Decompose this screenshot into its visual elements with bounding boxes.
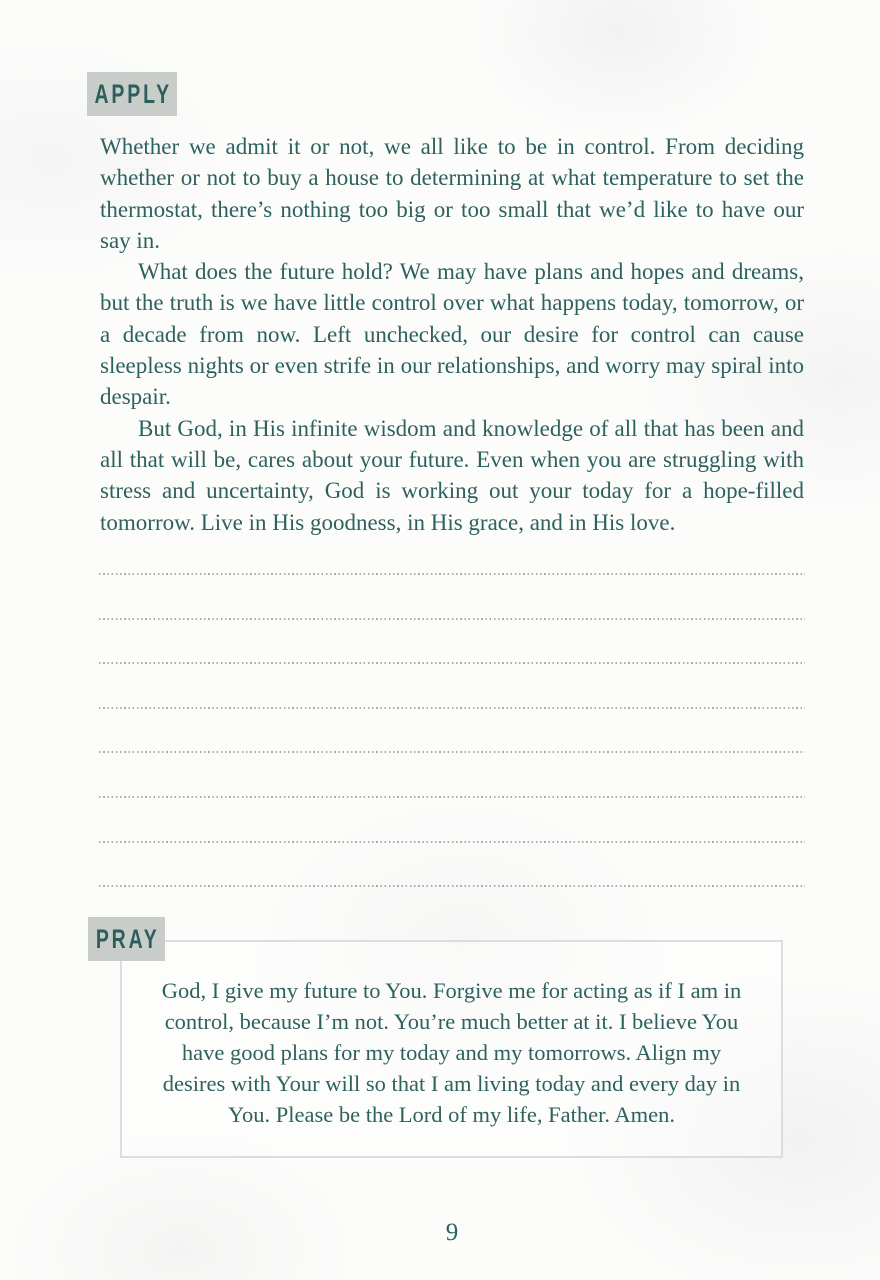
apply-label-text: APPLY	[94, 78, 173, 109]
prayer-text: God, I give my future to You. Forgive me for acting as if I am in control, because I’m not. You’re much better at it. I believe You have good plans for my today and my tomorrows. Align my desires with Your will so that I am living today and every day in You. Please be the Lord of my life, Father. Amen.	[161, 978, 742, 1127]
journal-lines-area	[99, 573, 805, 887]
apply-paragraph-1: Whether we admit it or not, we all like to be in control. From deciding whether or not to buy a house to determining at what temperature to set the thermostat, there’s nothing too big or too small that we’d like to have our say in.	[100, 134, 804, 253]
apply-paragraph-3: But God, in His infinite wisdom and knowledge of all that has been and all that will be, cares about your future. Even when you are struggling with stress and uncertainty, God is working out your today for a hope-filled tomorrow. Live in His goodness, in His grace, and in His love.	[100, 415, 804, 535]
apply-paragraph-2: What does the future hold? We may have plans and hopes and dreams, but the truth is we have little control over what happens today, tomorrow, or a decade from now. Left unchecked, our desire for control can cause sleepless nights or even strife in our relationships, and worry may spiral into despair.	[100, 259, 804, 410]
journal-line	[99, 885, 805, 887]
journal-line	[99, 573, 805, 575]
journal-line	[99, 751, 805, 753]
apply-paragraphs	[100, 131, 804, 538]
apply-section-label	[87, 72, 177, 116]
pray-section-label	[88, 917, 165, 961]
prayer-box	[120, 940, 783, 1158]
pray-label-text: PRAY	[96, 923, 160, 954]
journal-line	[99, 796, 805, 798]
journal-line	[99, 618, 805, 620]
journal-line	[99, 841, 805, 843]
page-number: 9	[445, 1219, 459, 1246]
journal-line	[99, 662, 805, 664]
journal-line	[99, 707, 805, 709]
